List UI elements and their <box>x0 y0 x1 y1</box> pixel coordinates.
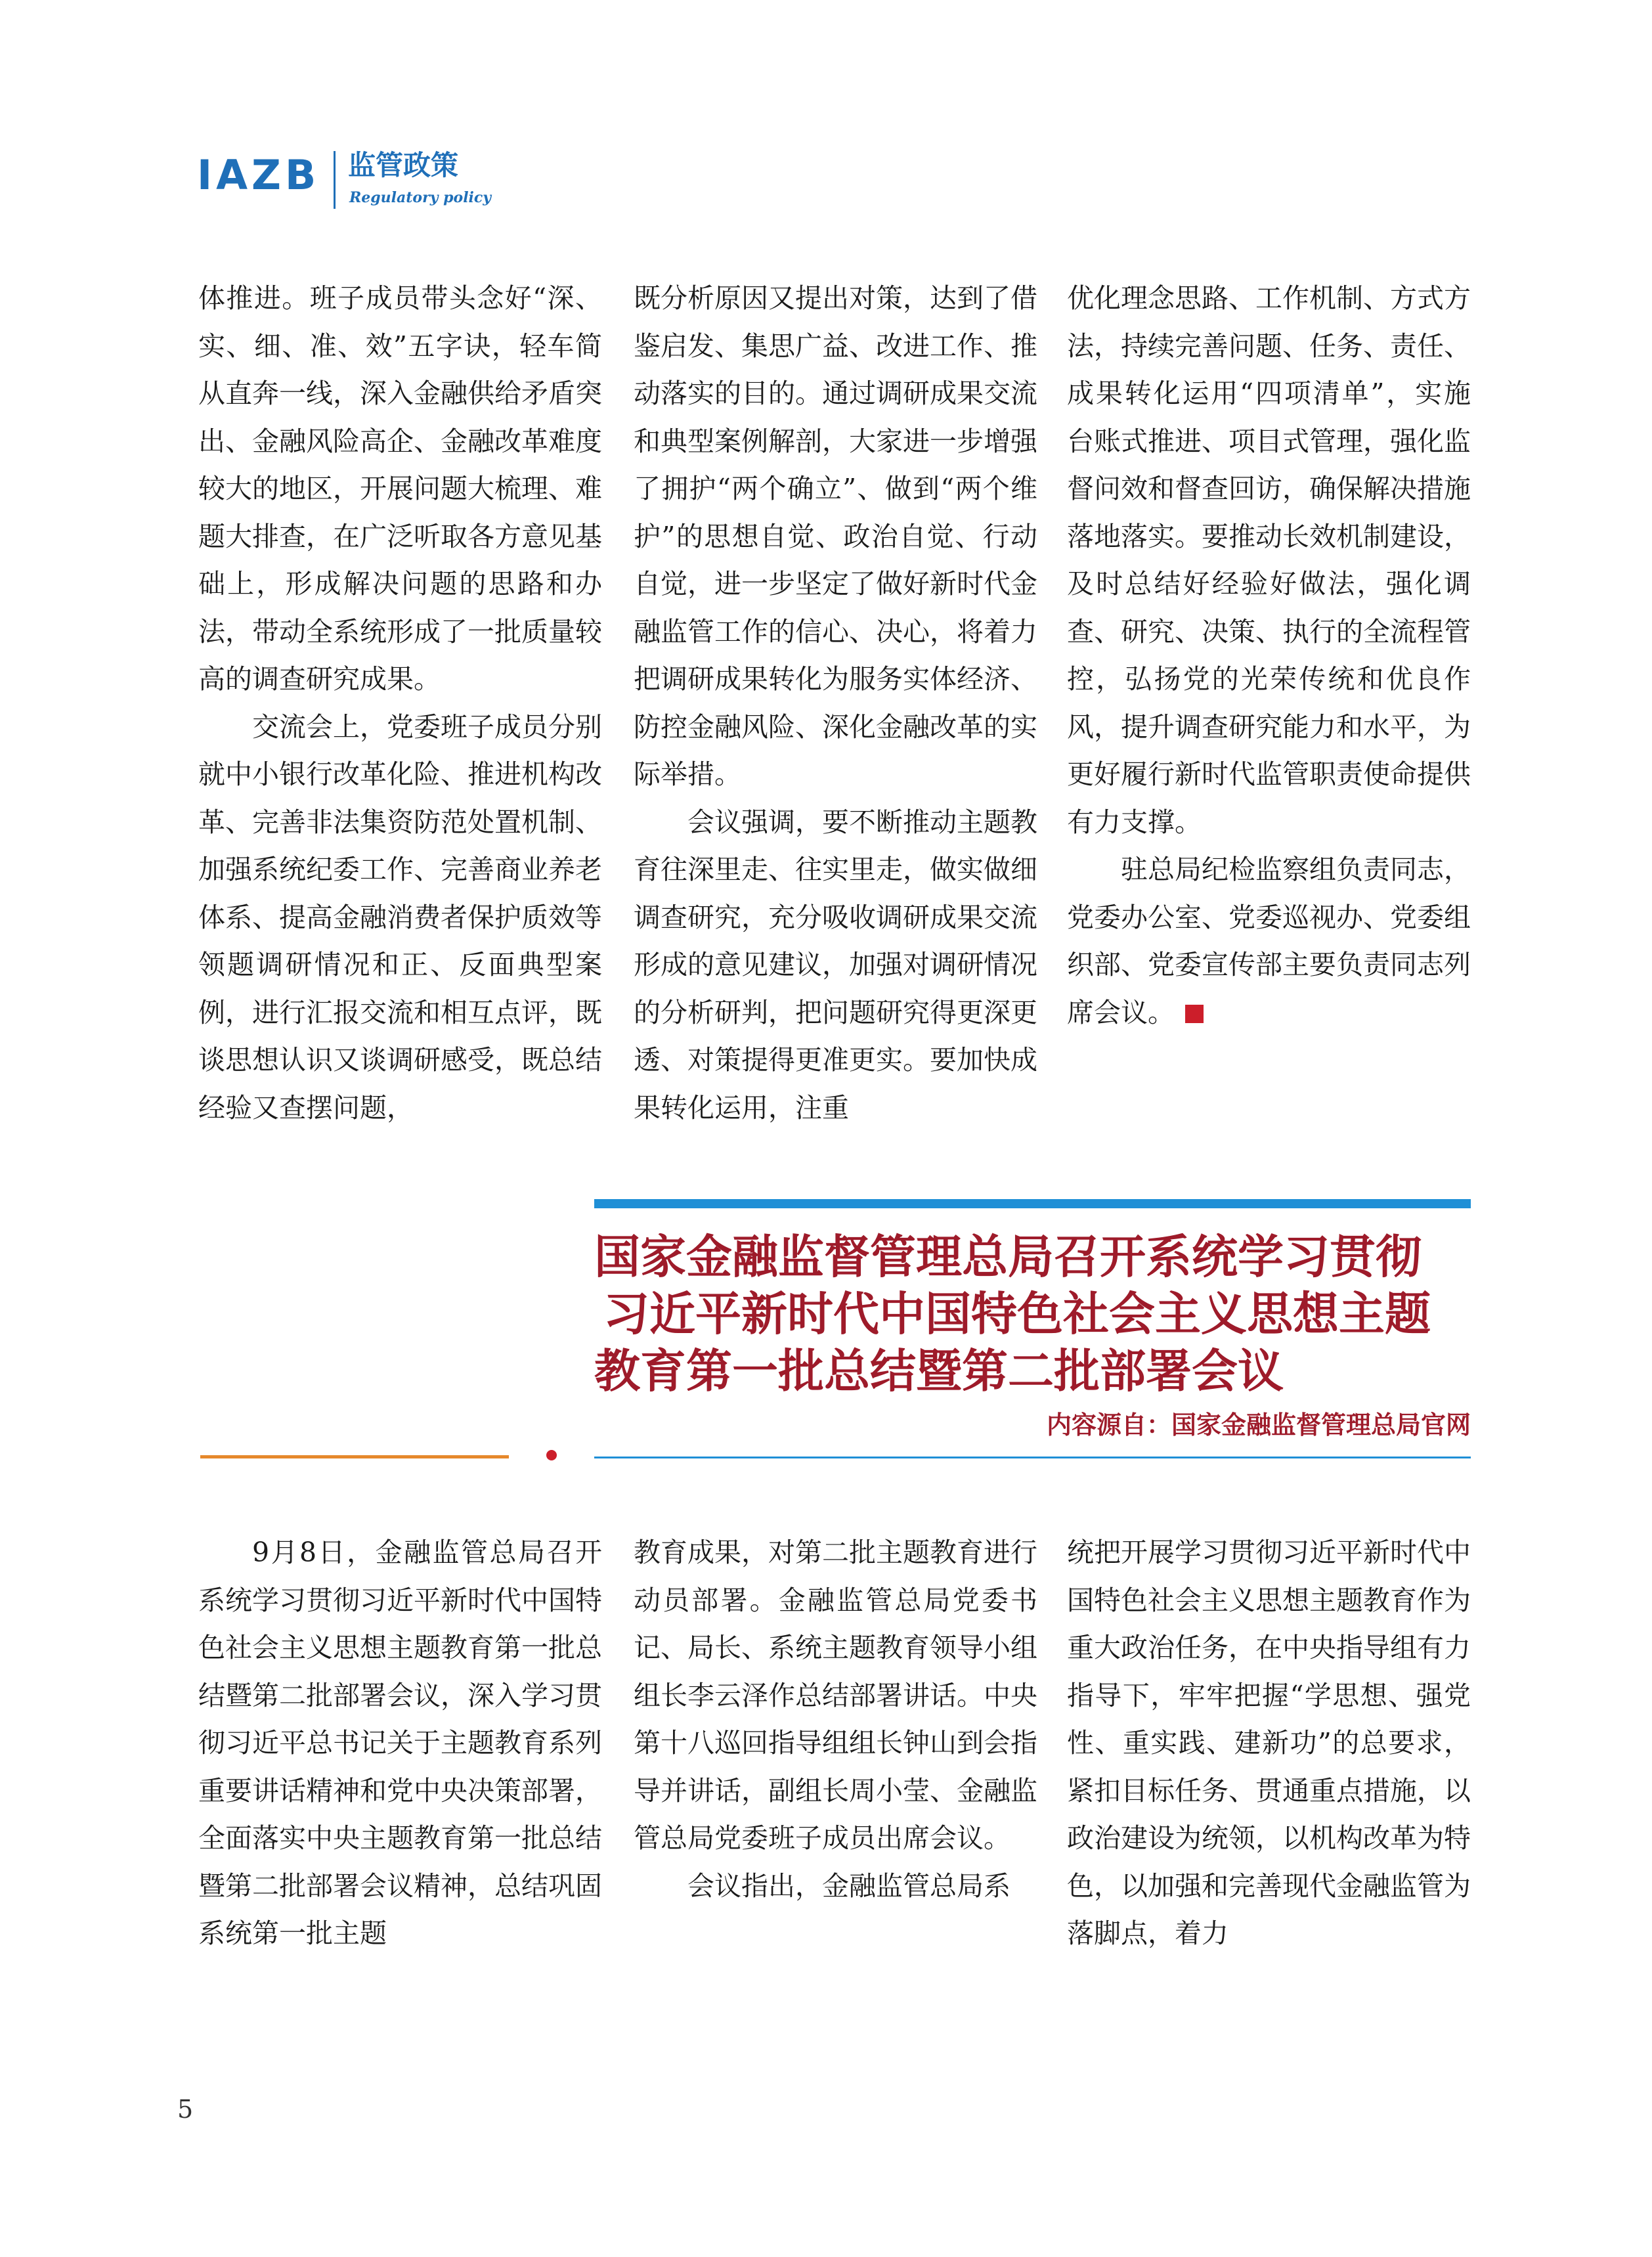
end-of-article-mark <box>1185 1005 1204 1023</box>
section-title: 监管政策 <box>348 149 459 181</box>
paragraph: 教育成果，对第二批主题教育进行动员部署。金融监管总局党委书记、局长、系统主题教育领导小组组长李云泽作总结部署讲话。中央第十八巡回指导组组长钟山到会指导并讲话，副组长周小莹、金融监管总局党委班子成员出席会议。 <box>634 1537 1037 1854</box>
article-source: 内容源自：国家金融监督管理总局官网 <box>1046 1410 1471 1439</box>
header-divider <box>334 151 336 209</box>
paragraph: 交流会上，党委班子成员分别就中小银行改革化险、推进机构改革、完善非法集资防范处置机制、加强系统纪委工作、完善商业养老体系、提高金融消费者保护质效等领题调研情况和正、反面典型案例，进行汇报交流和相互点评，既谈思想认识又谈调研感受，既总结经验又查摆问题， <box>198 711 602 1124</box>
article-column-2 <box>634 1529 1037 1910</box>
title-line: 教育第一批总结暨第二批部署会议 <box>594 1344 1284 1398</box>
paragraph: 9月8日，金融监管总局召开系统学习贯彻习近平新时代中国特色社会主义思想主题教育第一批总结暨第二批部署会议，深入学习贯彻习近平总书记关于主题教育系列重要讲话精神和党中央决策部署，全面落实中央主题教育第一批总结暨第二批部署会议精神，总结巩固系统第一批主题 <box>198 1537 602 1949</box>
article-column-3 <box>1067 1529 1471 1958</box>
title-line: 国家金融监督管理总局召开系统学习贯彻 <box>594 1229 1422 1284</box>
divider-dot <box>546 1450 557 1460</box>
paragraph: 既分析原因又提出对策，达到了借鉴启发、集思广益、改进工作、推动落实的目的。通过调研成果交流和典型案例解剖，大家进一步增强了拥护“两个确立”、做到“两个维护”的思想自觉、政治自觉、行动自觉，进一步坚定了做好新时代金融监管工作的信心、决心，将着力把调研成果转化为服务实体经济、防控金融风险、深化金融改革的实际举措。 <box>634 282 1037 790</box>
top-column-3 <box>1067 274 1471 1036</box>
title-top-rule <box>594 1199 1471 1208</box>
section-subtitle: Regulatory policy <box>349 189 492 206</box>
magazine-logo: IAZB <box>197 151 320 199</box>
article-title <box>594 1228 1471 1399</box>
divider-orange <box>200 1455 509 1458</box>
paragraph <box>1067 846 1471 1036</box>
paragraph: 会议指出，金融监管总局系 <box>687 1870 1011 1902</box>
paragraph: 统把开展学习贯彻习近平新时代中国特色社会主义思想主题教育作为重大政治任务，在中央指导组有力指导下，牢牢把握“学思想、强党性、重实践、建新功”的总要求，紧扣目标任务、贯通重点措施，以政治建设为统领，以机构改革为特色，以加强和完善现代金融监管为落脚点，着力 <box>1067 1537 1471 1949</box>
paragraph: 会议强调，要不断推动主题教育往深里走、往实里走，做实做细调查研究，充分吸收调研成果交流形成的意见建议，加强对调研情况的分析研判，把问题研究得更深更透、对策提得更准更实。要加快成果转化运用，注重 <box>634 806 1037 1124</box>
divider-blue <box>594 1457 1471 1458</box>
top-column-1 <box>198 274 602 1131</box>
top-column-2 <box>634 274 1037 1131</box>
page-number: 5 <box>177 2095 194 2124</box>
paragraph-text: 驻总局纪检监察组负责同志，党委办公室、党委巡视办、党委组织部、党委宣传部主要负责同志列席会议。 <box>1067 854 1471 1028</box>
paragraph: 优化理念思路、工作机制、方式方法，持续完善问题、任务、责任、成果转化运用“四项清单”，实施台账式推进、项目式管理，强化监督问效和督查回访，确保解决措施落地落实。要推动长效机制建设，及时总结好经验好做法，强化调查、研究、决策、执行的全流程管控，弘扬党的光荣传统和优良作风，提升调查研究能力和水平，为更好履行新时代监管职责使命提供有力支撑。 <box>1067 282 1471 838</box>
article-column-1 <box>198 1529 602 1958</box>
title-line: 习近平新时代中国特色社会主义思想主题 <box>603 1286 1431 1341</box>
paragraph: 体推进。班子成员带头念好“深、实、细、准、效”五字诀，轻车简从直奔一线，深入金融供给矛盾突出、金融风险高企、金融改革难度较大的地区，开展问题大梳理、难题大排查，在广泛听取各方意见基础上，形成解决问题的思路和办法，带动全系统形成了一批质量较高的调查研究成果。 <box>198 282 602 695</box>
